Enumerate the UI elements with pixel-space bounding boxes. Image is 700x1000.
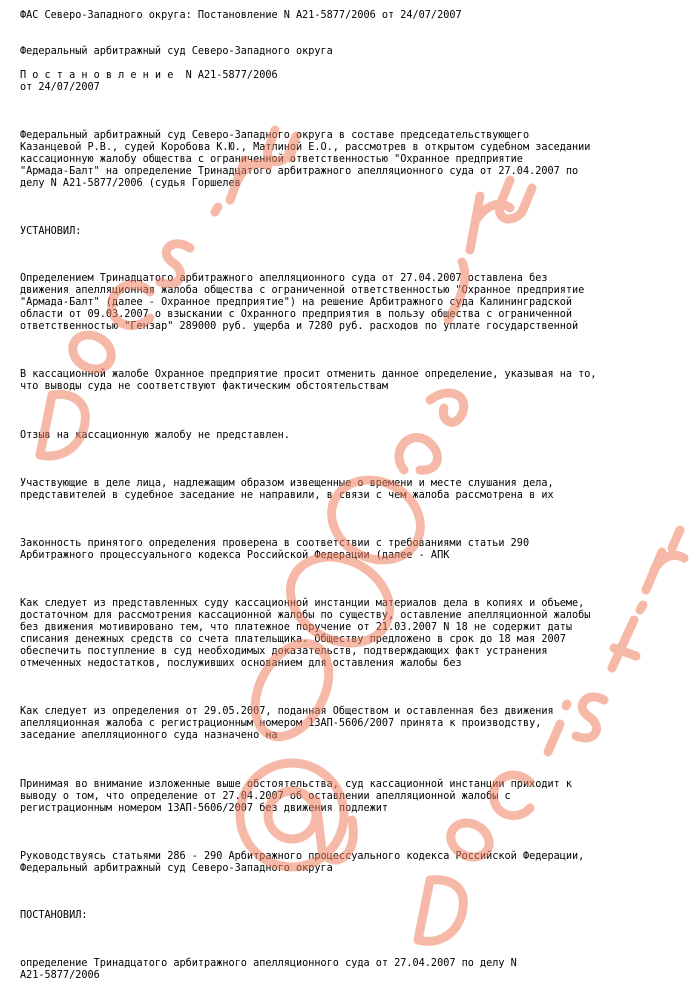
para8-line-1: Принимая во внимание изложенные выше обстоятельства, суд кассационной инстанции приходит к: [20, 779, 573, 790]
para6-line-3: без движения мотивировано тем, что платежное поручение от 21.03.2007 N 18 не содержит даты: [20, 622, 573, 633]
para3-line-1: Отзыв на кассационную жалобу не представлен.: [20, 430, 290, 441]
para6-line-2: достаточном для рассмотрения кассационной жалобы по существу, оставление апелляционной жалобы: [20, 610, 591, 621]
para7-line-2: апелляционная жалоба с регистрационным номером 13АП-5606/2007 принята к производству,: [20, 718, 542, 729]
intro-line-3: кассационную жалобу общества с ограниченной ответственностью "Охранное предприятие: [20, 154, 523, 165]
para6-line-4: списания денежных средств со счета плательщика. Обществу предложено в срок до 18 мая 2007: [20, 634, 566, 645]
para8-line-3: регистрационным номером 13АП-5606/2007 без движения подлежит: [20, 803, 389, 814]
para1-line-1: Определением Тринадцатого арбитражного апелляционного суда от 27.04.2007 оставлена без: [20, 273, 548, 284]
para1-line-5: ответственностью "Гензар" 289000 руб. ущерба и 7280 руб. расходов по уплате государственной: [20, 321, 579, 332]
watermark-mark-3: [418, 530, 684, 941]
para10-line-2: А21-5877/2006: [20, 970, 100, 981]
resolution-heading: П о с т а н о в л е н и е N А21-5877/2006: [20, 70, 278, 81]
para9-line-1: Руководствуясь статьями 286 - 290 Арбитражного процессуального кодекса Российской Федерации,: [20, 851, 585, 862]
para7-line-1: Как следует из определения от 29.05.2007, поданная Обществом и оставленная без движения: [20, 706, 554, 717]
para2-line-2: что выводы суда не соответствуют фактическим обстоятельствам: [20, 381, 389, 392]
resolution-date: от 24/07/2007: [20, 82, 100, 93]
para1-line-4: области от 09.03.2007 о взыскании с Охранного предприятия в пользу общества с ограниченной: [20, 309, 573, 320]
para5-line-2: Арбитражного процессуального кодекса Российской Федерации (далее - АПК: [20, 550, 450, 561]
para8-line-2: выводу о том, что определение от 27.04.2007 об оставлении апелляционной жалобы с: [20, 791, 511, 802]
para5-line-1: Законность принятого определения проверена в соответствии с требованиями статьи 290: [20, 538, 530, 549]
intro-line-1: Федеральный арбитражный суд Северо-Западного округа в составе председательствующего: [20, 130, 530, 141]
court-name: Федеральный арбитражный суд Северо-Западного округа: [20, 46, 333, 57]
intro-line-4: "Армада-Балт" на определение Тринадцатого арбитражного апелляционного суда от 27.04.2007 по: [20, 166, 579, 177]
intro-line-2: Казанцевой Р.В., судей Коробова К.Ю., Матлиной Е.О., рассмотрев в открытом судебном заседании: [20, 142, 591, 153]
para1-line-3: "Армада-Балт" (далее - Охранное предприятие") на решение Арбитражного суда Калининградской: [20, 297, 573, 308]
para4-line-2: представителей в судебное заседание не направили, в связи с чем жалоба рассмотрена в их: [20, 490, 554, 501]
established-label: УСТАНОВИЛ:: [20, 226, 82, 237]
para7-line-3: заседание апелляционного суда назначено на: [20, 730, 278, 741]
para10-line-1: определение Тринадцатого арбитражного апелляционного суда от 27.04.2007 по делу N: [20, 958, 517, 969]
para9-line-2: Федеральный арбитражный суд Северо-Западного округа: [20, 863, 333, 874]
resolved-label: ПОСТАНОВИЛ:: [20, 910, 88, 921]
para6-line-1: Как следует из представленных суду кассационной инстанции материалов дела в копиях и объеме,: [20, 598, 585, 609]
para1-line-2: движения апелляционная жалоба общества с ограниченной ответственностью "Охранное предприятие: [20, 285, 585, 296]
para2-line-1: В кассационной жалобе Охранное предприятие просит отменить данное определение, указывая на то,: [20, 369, 597, 380]
para4-line-1: Участвующие в деле лица, надлежащим образом извещенные о времени и месте слушания дела,: [20, 478, 554, 489]
document-header-title: ФАС Северо-Западного округа: Постановление N А21-5877/2006 от 24/07/2007: [20, 10, 462, 21]
intro-line-5: делу N А21-5877/2006 (судья Горшелев: [20, 178, 241, 189]
para6-line-6: отмеченных недостатков, послуживших основанием для оставления жалобы без: [20, 658, 462, 669]
para6-line-5: обеспечить поступление в суд необходимых доказательств, подтверждающих факт устранения: [20, 646, 548, 657]
